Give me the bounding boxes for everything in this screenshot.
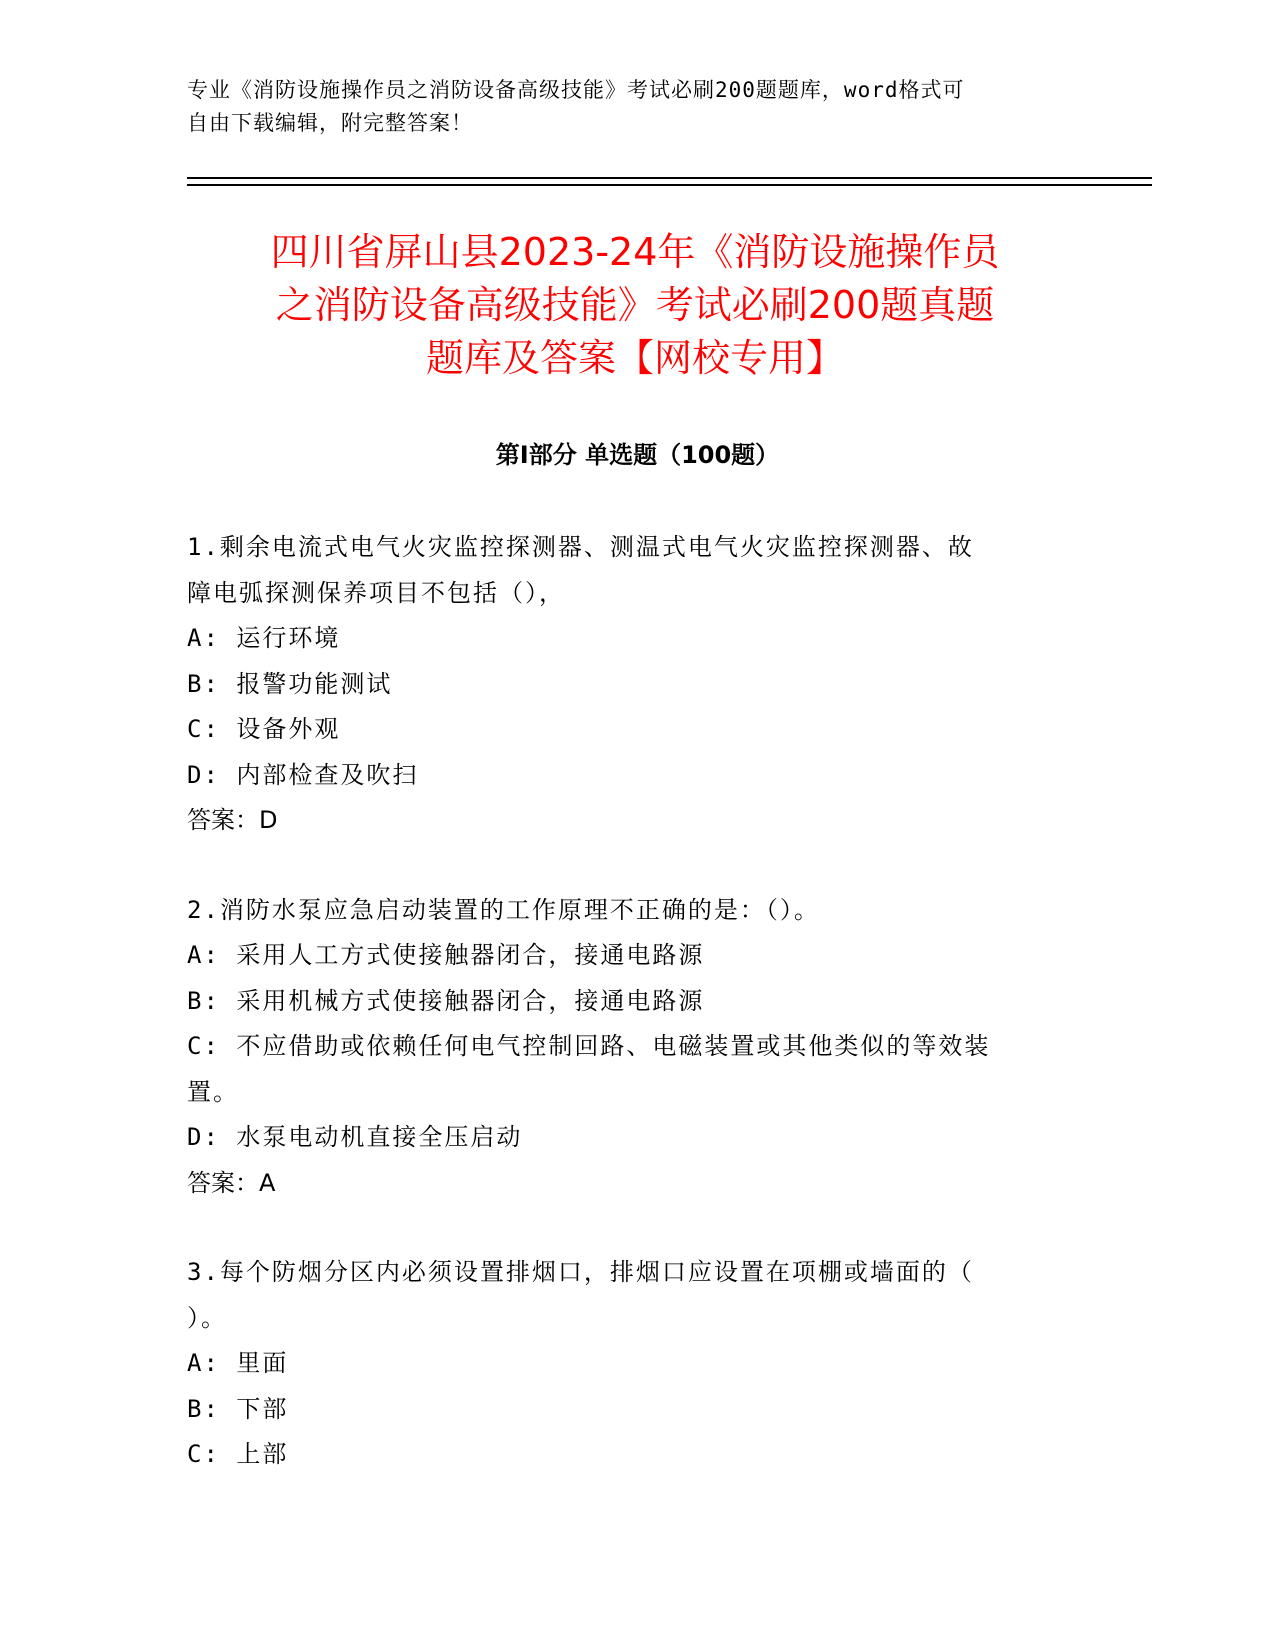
answer: 答案：D xyxy=(187,806,278,834)
option-a: A: 运行环境 xyxy=(187,624,341,652)
question-stem: 1.剩余电流式电气火灾监控探测器、测温式电气火灾监控探测器、故 xyxy=(187,533,974,561)
option-d: D: 水泵电动机直接全压启动 xyxy=(187,1123,523,1151)
document-title xyxy=(180,226,1090,385)
question-list xyxy=(187,525,1067,1522)
option-d: D: 内部检查及吹扫 xyxy=(187,760,419,789)
header-divider-top xyxy=(187,177,1152,179)
option-b: B: 下部 xyxy=(187,1394,289,1423)
question-1 xyxy=(187,525,1067,844)
option-c-continued: 置。 xyxy=(187,1077,239,1106)
option-b: B: 报警功能测试 xyxy=(187,669,393,698)
title-line1: 四川省屏山县2023-24年《消防设施操作员 xyxy=(270,230,1000,274)
option-c: C: 上部 xyxy=(187,1440,289,1468)
question-3 xyxy=(187,1250,1067,1478)
question-stem: 2.消防水泵应急启动装置的工作原理不正确的是：（）。 xyxy=(187,895,820,924)
option-c: C: 设备外观 xyxy=(187,715,341,743)
question-stem: 3.每个防烟分区内必须设置排烟口，排烟口应设置在项棚或墙面的（ xyxy=(187,1258,974,1286)
option-a: A: 采用人工方式使接触器闭合，接通电路源 xyxy=(187,941,705,969)
header-note xyxy=(187,74,1067,140)
question-stem-continued: 障电弧探测保养项目不包括（）， xyxy=(187,578,565,607)
title-line3: 题库及答案【网校专用】 xyxy=(425,336,844,380)
option-c: C: 不应借助或依赖任何电气控制回路、电磁装置或其他类似的等效装 xyxy=(187,1032,991,1060)
question-2 xyxy=(187,888,1067,1207)
question-stem-continued: ）。 xyxy=(187,1303,227,1332)
header-divider-bottom xyxy=(187,184,1152,186)
option-b: B: 采用机械方式使接触器闭合，接通电路源 xyxy=(187,986,705,1015)
title-line2: 之消防设备高级技能》考试必刷200题真题 xyxy=(275,283,995,327)
header-note-line2: 自由下载编辑，附完整答案！ xyxy=(187,111,473,135)
header-note-line1: 专业《消防设施操作员之消防设备高级技能》考试必刷200题题库，word格式可 xyxy=(187,78,965,102)
section-title: 第Ⅰ部分 单选题（100题） xyxy=(495,441,780,469)
answer: 答案：A xyxy=(187,1168,276,1197)
option-a: A: 里面 xyxy=(187,1349,289,1377)
